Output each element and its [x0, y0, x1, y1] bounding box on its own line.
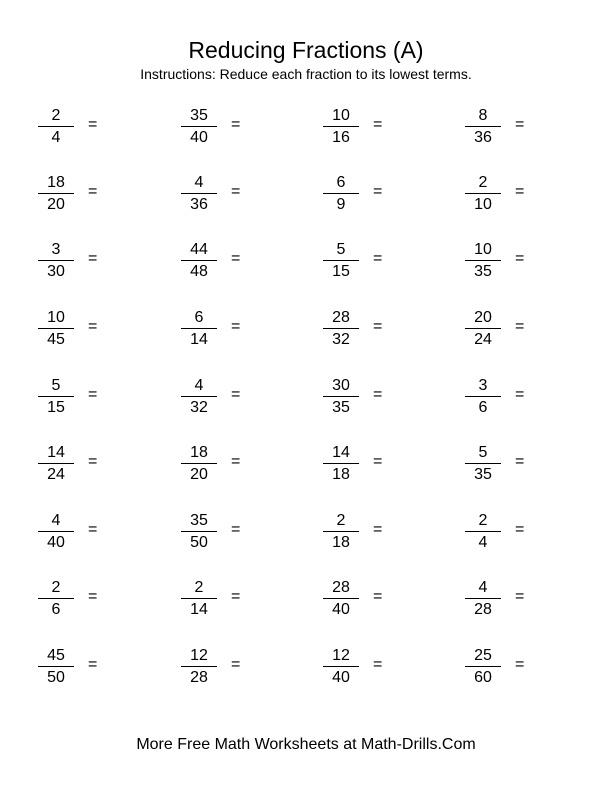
- fraction-numerator: 20: [474, 309, 492, 326]
- equals-sign: =: [231, 386, 241, 403]
- fraction-numerator: 10: [332, 107, 350, 124]
- equals-sign: =: [88, 453, 98, 470]
- fraction-denominator: 50: [47, 669, 65, 686]
- fraction: [181, 106, 217, 147]
- fraction-denominator: 16: [332, 129, 350, 146]
- fraction-numerator: 10: [474, 241, 492, 258]
- equals-sign: =: [515, 183, 525, 200]
- fraction-problem: [323, 511, 423, 559]
- fraction: [181, 511, 217, 552]
- fraction-bar: [181, 531, 217, 532]
- fraction-denominator: 40: [47, 534, 65, 551]
- equals-sign: =: [231, 318, 241, 335]
- fraction-denominator: 4: [478, 534, 488, 551]
- fraction-bar: [323, 666, 359, 667]
- fraction: [323, 308, 359, 349]
- fraction-numerator: 4: [51, 512, 61, 529]
- fraction-numerator: 2: [478, 512, 488, 529]
- fraction: [323, 376, 359, 417]
- fraction: [465, 173, 501, 214]
- equals-sign: =: [373, 318, 383, 335]
- fraction: [38, 106, 74, 147]
- fraction-problem: [323, 173, 423, 221]
- fraction-problem: [181, 646, 281, 694]
- equals-sign: =: [373, 453, 383, 470]
- equals-sign: =: [231, 183, 241, 200]
- fraction-bar: [323, 126, 359, 127]
- fraction-bar: [465, 666, 501, 667]
- fraction: [465, 511, 501, 552]
- equals-sign: =: [515, 656, 525, 673]
- fraction-problem: [38, 443, 138, 491]
- equals-sign: =: [88, 521, 98, 538]
- fraction: [181, 308, 217, 349]
- fraction-numerator: 14: [332, 444, 350, 461]
- fraction-numerator: 44: [190, 241, 208, 258]
- fraction-denominator: 15: [47, 399, 65, 416]
- fraction-denominator: 20: [190, 466, 208, 483]
- fraction-numerator: 25: [474, 647, 492, 664]
- fraction-bar: [181, 396, 217, 397]
- fraction-problem: [38, 646, 138, 694]
- fraction-bar: [181, 193, 217, 194]
- fraction-numerator: 28: [332, 579, 350, 596]
- fraction-problem: [465, 106, 565, 154]
- equals-sign: =: [515, 116, 525, 133]
- fraction-numerator: 18: [190, 444, 208, 461]
- fraction-bar: [323, 260, 359, 261]
- fraction: [323, 240, 359, 281]
- fraction-bar: [465, 328, 501, 329]
- fraction: [465, 646, 501, 687]
- fraction-numerator: 10: [47, 309, 65, 326]
- equals-sign: =: [515, 521, 525, 538]
- fraction-numerator: 28: [332, 309, 350, 326]
- equals-sign: =: [515, 386, 525, 403]
- fraction-problem: [323, 443, 423, 491]
- fraction-denominator: 24: [474, 331, 492, 348]
- fraction: [181, 578, 217, 619]
- fraction-bar: [465, 260, 501, 261]
- fraction-bar: [323, 328, 359, 329]
- worksheet-title: Reducing Fractions (A): [188, 37, 424, 63]
- fraction-problem: [323, 308, 423, 356]
- equals-sign: =: [373, 250, 383, 267]
- equals-sign: =: [373, 521, 383, 538]
- fraction-problem: [465, 646, 565, 694]
- fraction-numerator: 4: [478, 579, 488, 596]
- fraction: [465, 376, 501, 417]
- fraction: [181, 173, 217, 214]
- fraction-denominator: 18: [332, 534, 350, 551]
- fraction-bar: [38, 598, 74, 599]
- fraction-denominator: 18: [332, 466, 350, 483]
- fraction-bar: [38, 463, 74, 464]
- fraction-problem: [38, 578, 138, 626]
- fraction-numerator: 5: [336, 241, 346, 258]
- fraction-denominator: 32: [332, 331, 350, 348]
- equals-sign: =: [88, 318, 98, 335]
- fraction-numerator: 2: [51, 107, 61, 124]
- fraction-denominator: 60: [474, 669, 492, 686]
- fraction-bar: [465, 126, 501, 127]
- fraction-bar: [323, 463, 359, 464]
- fraction: [181, 376, 217, 417]
- fraction-numerator: 45: [47, 647, 65, 664]
- equals-sign: =: [515, 453, 525, 470]
- fraction-numerator: 18: [47, 174, 65, 191]
- fraction-denominator: 40: [332, 669, 350, 686]
- fraction-bar: [465, 463, 501, 464]
- fraction-bar: [323, 598, 359, 599]
- fraction: [323, 106, 359, 147]
- fraction-numerator: 2: [336, 512, 346, 529]
- fraction-numerator: 30: [332, 377, 350, 394]
- fraction: [38, 173, 74, 214]
- fraction-problem: [38, 173, 138, 221]
- equals-sign: =: [88, 250, 98, 267]
- fraction-bar: [38, 260, 74, 261]
- fraction-denominator: 6: [478, 399, 488, 416]
- fraction: [38, 443, 74, 484]
- fraction-bar: [181, 126, 217, 127]
- fraction-denominator: 24: [47, 466, 65, 483]
- equals-sign: =: [231, 521, 241, 538]
- equals-sign: =: [231, 453, 241, 470]
- fraction-bar: [465, 531, 501, 532]
- fraction-bar: [465, 396, 501, 397]
- fraction-problem: [181, 308, 281, 356]
- fraction-problem: [465, 511, 565, 559]
- fraction-problem: [181, 511, 281, 559]
- equals-sign: =: [88, 183, 98, 200]
- fraction-numerator: 6: [194, 309, 204, 326]
- fraction-problem: [465, 578, 565, 626]
- fraction-numerator: 6: [336, 174, 346, 191]
- equals-sign: =: [515, 250, 525, 267]
- fraction-denominator: 14: [190, 331, 208, 348]
- fraction-problem: [181, 240, 281, 288]
- equals-sign: =: [373, 116, 383, 133]
- fraction-problem: [323, 106, 423, 154]
- equals-sign: =: [373, 386, 383, 403]
- fraction-bar: [181, 666, 217, 667]
- fraction: [323, 173, 359, 214]
- fraction: [38, 240, 74, 281]
- fraction-denominator: 36: [190, 196, 208, 213]
- fraction-problem: [181, 578, 281, 626]
- fraction-bar: [38, 531, 74, 532]
- fraction: [181, 443, 217, 484]
- fraction-bar: [323, 396, 359, 397]
- fraction: [38, 578, 74, 619]
- fraction: [38, 646, 74, 687]
- fraction: [465, 308, 501, 349]
- fraction-problem: [465, 173, 565, 221]
- fraction-problem: [323, 240, 423, 288]
- fraction-problem: [38, 376, 138, 424]
- fraction-problem: [181, 443, 281, 491]
- fraction-problem: [465, 376, 565, 424]
- fraction-denominator: 32: [190, 399, 208, 416]
- fraction-denominator: 28: [474, 601, 492, 618]
- fraction-denominator: 14: [190, 601, 208, 618]
- fraction-numerator: 35: [190, 512, 208, 529]
- fraction-denominator: 50: [190, 534, 208, 551]
- fraction-bar: [38, 193, 74, 194]
- fraction-bar: [323, 193, 359, 194]
- fraction-numerator: 4: [194, 377, 204, 394]
- fraction-bar: [323, 531, 359, 532]
- equals-sign: =: [231, 250, 241, 267]
- fraction-problem: [38, 106, 138, 154]
- fraction-numerator: 8: [478, 107, 488, 124]
- fraction-denominator: 35: [474, 263, 492, 280]
- fraction-problem: [323, 376, 423, 424]
- fraction: [181, 646, 217, 687]
- fraction-bar: [181, 328, 217, 329]
- fraction-denominator: 9: [336, 196, 346, 213]
- fraction-problem: [323, 646, 423, 694]
- fraction-problem: [181, 376, 281, 424]
- equals-sign: =: [88, 656, 98, 673]
- fraction-bar: [465, 193, 501, 194]
- fraction-denominator: 6: [51, 601, 61, 618]
- fraction: [465, 106, 501, 147]
- fraction-numerator: 5: [478, 444, 488, 461]
- equals-sign: =: [373, 183, 383, 200]
- fraction-denominator: 35: [332, 399, 350, 416]
- fraction-problem: [465, 443, 565, 491]
- fraction-problem: [323, 578, 423, 626]
- worksheet-instructions: Instructions: Reduce each fraction to its lowest terms.: [140, 66, 472, 82]
- fraction-numerator: 2: [478, 174, 488, 191]
- fraction: [323, 646, 359, 687]
- fraction-denominator: 40: [190, 129, 208, 146]
- fraction-denominator: 20: [47, 196, 65, 213]
- fraction: [181, 240, 217, 281]
- fraction-denominator: 35: [474, 466, 492, 483]
- equals-sign: =: [515, 588, 525, 605]
- fraction-bar: [181, 260, 217, 261]
- fraction-denominator: 36: [474, 129, 492, 146]
- fraction-denominator: 45: [47, 331, 65, 348]
- fraction-denominator: 40: [332, 601, 350, 618]
- fraction-numerator: 5: [51, 377, 61, 394]
- fraction-numerator: 35: [190, 107, 208, 124]
- fraction-denominator: 30: [47, 263, 65, 280]
- equals-sign: =: [88, 116, 98, 133]
- fraction-problem: [38, 240, 138, 288]
- fraction-bar: [38, 126, 74, 127]
- fraction: [38, 376, 74, 417]
- fraction-bar: [181, 598, 217, 599]
- equals-sign: =: [88, 588, 98, 605]
- fraction-numerator: 3: [51, 241, 61, 258]
- fraction-numerator: 3: [478, 377, 488, 394]
- equals-sign: =: [231, 656, 241, 673]
- fraction: [465, 578, 501, 619]
- fraction-problem: [181, 173, 281, 221]
- fraction-numerator: 12: [190, 647, 208, 664]
- fraction-bar: [38, 328, 74, 329]
- fraction-numerator: 14: [47, 444, 65, 461]
- fraction-denominator: 15: [332, 263, 350, 280]
- fraction: [323, 443, 359, 484]
- fraction-numerator: 2: [194, 579, 204, 596]
- fraction-bar: [465, 598, 501, 599]
- fraction-problem: [38, 308, 138, 356]
- equals-sign: =: [373, 656, 383, 673]
- fraction-numerator: 4: [194, 174, 204, 191]
- fraction: [465, 443, 501, 484]
- fraction-bar: [38, 396, 74, 397]
- fraction: [38, 511, 74, 552]
- fraction: [323, 578, 359, 619]
- fraction-problem: [38, 511, 138, 559]
- worksheet-footer: More Free Math Worksheets at Math-Drills.Com: [136, 736, 476, 753]
- fraction: [38, 308, 74, 349]
- fraction-numerator: 2: [51, 579, 61, 596]
- fraction-problem: [465, 308, 565, 356]
- fraction: [465, 240, 501, 281]
- fraction-problem: [181, 106, 281, 154]
- fraction-denominator: 28: [190, 669, 208, 686]
- equals-sign: =: [231, 116, 241, 133]
- fraction-denominator: 48: [190, 263, 208, 280]
- fraction-denominator: 10: [474, 196, 492, 213]
- fraction-denominator: 4: [51, 129, 61, 146]
- fraction-problem: [465, 240, 565, 288]
- fraction-bar: [181, 463, 217, 464]
- equals-sign: =: [231, 588, 241, 605]
- equals-sign: =: [88, 386, 98, 403]
- equals-sign: =: [373, 588, 383, 605]
- fraction-bar: [38, 666, 74, 667]
- equals-sign: =: [515, 318, 525, 335]
- fraction-numerator: 12: [332, 647, 350, 664]
- fraction: [323, 511, 359, 552]
